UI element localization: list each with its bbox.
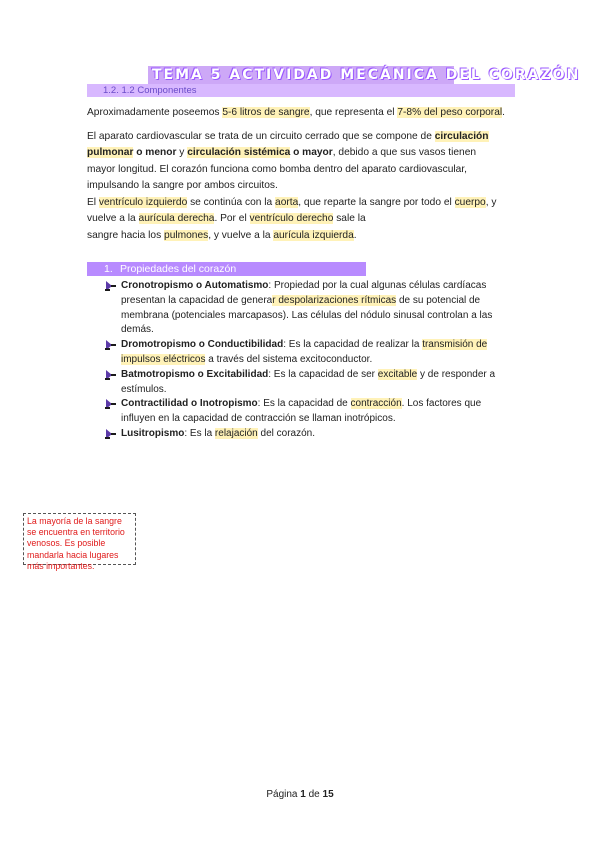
- list-term: Dromotropismo o Conductibilidad: [121, 339, 284, 351]
- list-item: [104, 368, 496, 398]
- text: y: [176, 147, 188, 159]
- list-term: Batmotropismo o Excitabilidad: [121, 368, 269, 380]
- text: : Es la capacidad de ser: [268, 368, 378, 380]
- highlight: circulación pulmonar: [87, 131, 489, 159]
- highlight: excitable: [377, 368, 418, 380]
- margin-comment[interactable]: La mayoría de la sangre se encuentra en territorio venosos. Es posible mandarla hacia lugares más importantes.: [23, 513, 136, 565]
- text: , debido a que sus vasos tienen mayor longitud. El corazón funciona como bomba dentro del aparato cardiovascular, impulsando la sangre por ambos circuitos.: [87, 147, 477, 191]
- arrow-bullet-icon: [104, 280, 117, 292]
- subheading: 1.2. 1.2 Componentes: [87, 84, 515, 97]
- text: , y vuelve a la: [208, 229, 274, 241]
- paragraph-blood-flow: [87, 195, 505, 244]
- highlight: 7-8% del peso corporal: [397, 107, 503, 118]
- page-total: 15: [322, 789, 334, 800]
- highlight: ventrículo izquierdo: [98, 197, 188, 208]
- arrow-bullet-icon: [104, 428, 117, 440]
- highlight: ventrículo derecho: [249, 213, 334, 225]
- highlight: circulación sistémica: [187, 147, 291, 159]
- section-number: 1.: [104, 263, 113, 275]
- text: El aparato cardiovascular se trata de un circuito cerrado que se compone de: [87, 131, 435, 142]
- highlight: aorta: [275, 197, 299, 208]
- text: : Es la capacidad de realizar la: [283, 339, 423, 351]
- text: .: [353, 229, 357, 241]
- list-item: [104, 279, 496, 338]
- highlight: r despolarizaciones rítmicas: [272, 294, 397, 306]
- text: a través del sistema excitoconductor.: [205, 353, 373, 365]
- list-term: Contractilidad o Inotropismo: [121, 398, 258, 410]
- text: . Por el: [214, 213, 250, 225]
- page-number: 1: [300, 789, 306, 800]
- text: Aproximadamente poseemos: [87, 107, 223, 118]
- highlight: contracción: [350, 398, 402, 410]
- text: : Propiedad por la cual algunas células cardíacas presentan la capacidad de genera: [121, 280, 487, 306]
- highlight: 5-6 litros de sangre: [222, 107, 310, 118]
- text: sangre hacia los: [87, 229, 165, 241]
- document-title: TEMA 5 ACTIVIDAD MECÁNICA DEL CORAZÓN: [148, 66, 454, 84]
- footer-text: Página: [266, 789, 301, 800]
- list-item: [104, 427, 496, 442]
- arrow-bullet-icon: [104, 398, 117, 410]
- list-item: [104, 397, 496, 427]
- page-footer: [0, 789, 600, 800]
- highlight: pulmones: [164, 229, 209, 241]
- text: , y vuelve a la: [87, 197, 497, 225]
- list-item: [104, 338, 496, 368]
- paragraph-blood-volume: [87, 105, 507, 121]
- highlight: transmisión de impulsos eléctricos: [121, 339, 488, 365]
- highlight: aurícula derecha: [138, 213, 215, 225]
- text: El: [87, 197, 99, 208]
- highlight: relajación: [214, 427, 258, 439]
- list-term: Lusitropismo: [121, 427, 185, 439]
- text: sale la: [333, 213, 366, 225]
- highlight: aurícula izquierda: [273, 229, 354, 241]
- arrow-bullet-icon: [104, 339, 117, 351]
- text: , que reparte la sangre por todo el: [298, 197, 455, 208]
- arrow-bullet-icon: [104, 369, 117, 381]
- text: . Los factores que influyen en la capacidad de contracción se llaman inotrópicos.: [121, 398, 482, 425]
- text: o mayor: [290, 147, 333, 159]
- text: , que representa el: [309, 107, 398, 118]
- text: se continúa con la: [187, 197, 276, 208]
- text: : Es la: [184, 427, 215, 439]
- section-title: Propiedades del corazón: [120, 263, 237, 275]
- title-banner: [148, 66, 581, 84]
- paragraph-circuits: [87, 129, 505, 194]
- list-term: Cronotropismo o Automatismo: [121, 280, 269, 291]
- text: del corazón.: [257, 427, 315, 439]
- text: de su potencial de membrana (potenciales marcapasos). Las células del nódulo sinusal controlan a las demás.: [121, 294, 493, 336]
- text: y de responder a estímulos.: [121, 368, 496, 395]
- text: : Es la capacidad de: [257, 398, 351, 410]
- highlight: cuerpo: [454, 197, 486, 208]
- text: o menor: [133, 147, 177, 159]
- text: .: [502, 107, 505, 118]
- footer-text: de: [305, 789, 323, 800]
- properties-list: [104, 279, 496, 442]
